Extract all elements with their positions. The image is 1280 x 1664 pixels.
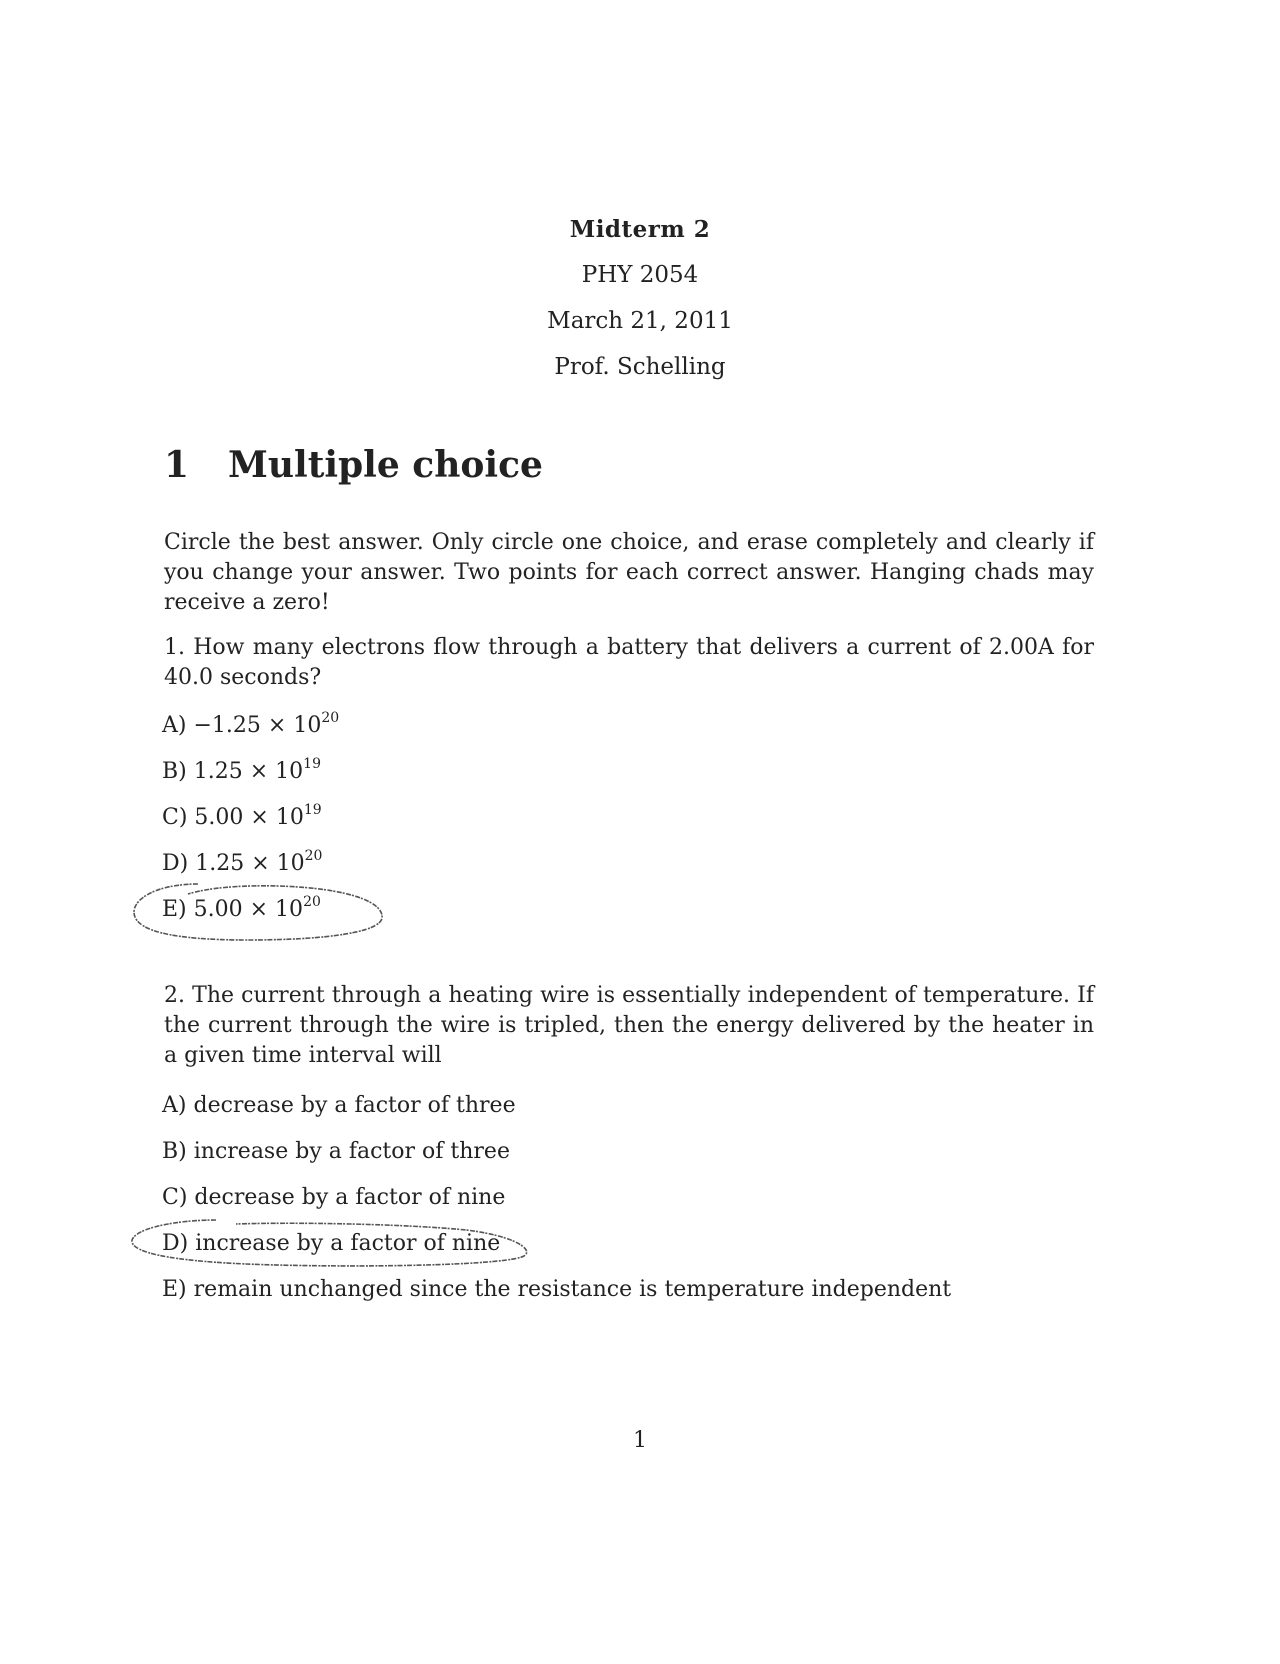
q1-choice-b <box>162 757 321 787</box>
choice-value: 5.00 × 10 <box>194 805 304 830</box>
question-2-text: 2. The current through a heating wire is essentially independent of temperature. If the current through the wire is tripled, then the energy delivered by the heater in a given time interval will <box>164 983 1094 1068</box>
q1-choice-c <box>162 803 322 833</box>
choice-label: B) <box>162 1139 187 1164</box>
q2-choice-c <box>162 1183 505 1213</box>
choice-label: A) <box>162 1093 187 1118</box>
choice-label: B) <box>162 759 187 784</box>
choice-text: increase by a factor of nine <box>195 1231 501 1256</box>
choice-exponent: 19 <box>303 756 321 772</box>
q1-choice-d <box>162 849 322 879</box>
choice-label: C) <box>162 1185 188 1210</box>
question-1-text: 1. How many electrons flow through a battery that delivers a current of 2.00A for 40.0 seconds? <box>164 635 1094 690</box>
choice-text: increase by a factor of three <box>193 1139 510 1164</box>
instructions: Circle the best answer. Only circle one choice, and erase completely and clearly if you change your answer. Two points for each correct answer. Hanging chads may receive a zero! <box>164 530 1094 615</box>
section-title: Multiple choice <box>228 444 543 486</box>
exam-date: March 21, 2011 <box>547 308 733 334</box>
choice-value: 1.25 × 10 <box>193 759 304 784</box>
choice-text: decrease by a factor of three <box>193 1093 516 1118</box>
exam-title: Midterm 2 <box>569 216 711 243</box>
q2-choice-d <box>162 1229 500 1259</box>
section-heading <box>164 444 543 486</box>
choice-exponent: 19 <box>303 802 322 818</box>
choice-label: C) <box>162 805 188 830</box>
q1-choice-e <box>162 895 321 925</box>
choice-value: 1.25 × 10 <box>195 851 305 876</box>
course-code: PHY 2054 <box>581 262 699 288</box>
choice-label: E) <box>162 1277 187 1302</box>
section-number: 1 <box>164 444 190 486</box>
q2-choice-b <box>162 1137 510 1167</box>
choice-text: remain unchanged since the resistance is temperature independent <box>193 1277 952 1302</box>
choice-value: 5.00 × 10 <box>193 897 304 922</box>
choice-label: A) <box>162 713 187 738</box>
choice-value: −1.25 × 10 <box>193 713 322 738</box>
choice-text: decrease by a factor of nine <box>194 1185 506 1210</box>
choice-label: D) <box>162 851 189 876</box>
choice-label: E) <box>162 897 187 922</box>
q2-choice-e <box>162 1275 951 1305</box>
professor-name: Prof. Schelling <box>554 354 726 380</box>
choice-label: D) <box>162 1231 189 1256</box>
choice-exponent: 20 <box>321 710 340 726</box>
choice-exponent: 20 <box>304 848 323 864</box>
q1-choice-a <box>162 711 339 741</box>
page-number: 1 <box>633 1428 647 1453</box>
choice-exponent: 20 <box>303 894 321 910</box>
q2-choice-a <box>162 1091 516 1121</box>
